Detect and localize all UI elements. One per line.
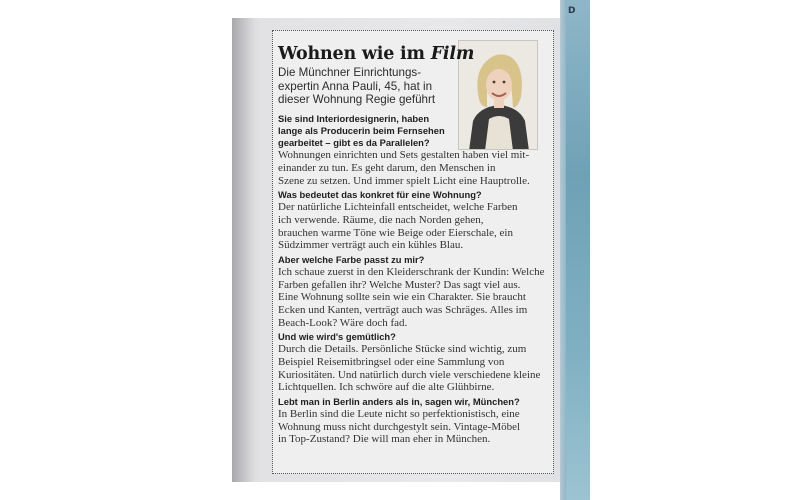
question — [278, 396, 550, 408]
question — [278, 113, 464, 150]
answer-line: Szene zu setzen. Und immer spielt Licht eine Hauptrolle. — [278, 174, 530, 187]
subtitle-line: Die Münchner Einrichtungs- — [278, 66, 422, 79]
answer-line: ich verwende. Räume, die nach Norden gehen, — [278, 214, 484, 227]
answer-line: Der natürliche Lichteinfall entscheidet, welche Farben — [278, 201, 518, 214]
answer — [278, 149, 550, 187]
question-line: Lebt man in Berlin anders als in, sagen wir, München? — [278, 395, 520, 407]
question-line: gearbeitet – gibt es da Parallelen? — [278, 137, 430, 149]
question — [278, 254, 550, 266]
answer-line: Wohnungen einrichten und Sets gestalten haben viel mit- — [278, 149, 530, 162]
subtitle-line: expertin Anna Pauli, 45, hat in — [278, 79, 433, 93]
adjacent-page — [560, 0, 590, 500]
answer-line: einander zu tun. Es geht darum, den Menschen in — [278, 161, 496, 174]
question-line: Aber welche Farbe passt zu mir? — [278, 253, 425, 265]
question-line: Sie sind Interiordesignerin, haben — [278, 112, 430, 124]
answer-line: Wohnung muss nicht durchgestylt sein. Vintage-Möbel — [278, 420, 521, 433]
answer-line: Ecken und Kanten, verträgt auch was Schräges. Alles im — [278, 303, 528, 316]
answer-line: brauchen warme Töne wie Beige oder Eierschale, ein — [278, 226, 513, 239]
article-subtitle — [278, 66, 458, 107]
answer-line: Beispiel Reisemitbringsel oder eine Sammlung von — [278, 356, 505, 368]
answer-line: Lichtquellen. Ich schwöre auf die alte Glühbirne. — [278, 381, 495, 394]
answer-line: Beach-Look? Wäre doch fad. — [278, 316, 408, 329]
answer-line: Eine Wohnung sollte sein wie ein Charakter. Sie braucht — [278, 291, 526, 304]
answer-line: in Top-Zustand? Die will man eher in München. — [278, 433, 491, 446]
article-text — [278, 34, 550, 448]
title-main: Wohnen wie im — [278, 44, 431, 64]
answer-line: In Berlin sind die Leute nicht so perfektionistisch, eine — [278, 408, 520, 421]
title-emphasis: Film — [430, 44, 475, 64]
answer — [278, 266, 550, 329]
page-fold — [560, 0, 566, 500]
answer-line: Ich schaue zuerst in den Kleiderschrank der Kundin: Welche — [278, 266, 545, 279]
page-spine-shadow — [232, 18, 254, 482]
answer-line: Südzimmer verträgt auch ein kühles Blau. — [278, 239, 464, 252]
question — [278, 189, 550, 201]
answer-line: Kuriositäten. Und natürlich durch viele verschiedene kleine — [278, 368, 541, 381]
question-line: Was bedeutet das konkret für eine Wohnung? — [278, 189, 482, 201]
subtitle-line: dieser Wohnung Regie geführt — [278, 93, 436, 106]
question — [278, 331, 550, 343]
answer — [278, 408, 550, 446]
adjacent-page-letter: D — [568, 6, 576, 16]
answer-line: Farben gefallen ihr? Welche Muster? Das sagt viel aus. — [278, 278, 521, 291]
answer — [278, 201, 550, 251]
answer-line: Durch die Details. Persönliche Stücke sind wichtig, zum — [278, 343, 527, 356]
answer — [278, 343, 550, 393]
article-title — [278, 44, 550, 64]
question-line: Und wie wird's gemütlich? — [278, 331, 396, 343]
question-line: lange als Producerin beim Fernsehen — [278, 124, 445, 136]
